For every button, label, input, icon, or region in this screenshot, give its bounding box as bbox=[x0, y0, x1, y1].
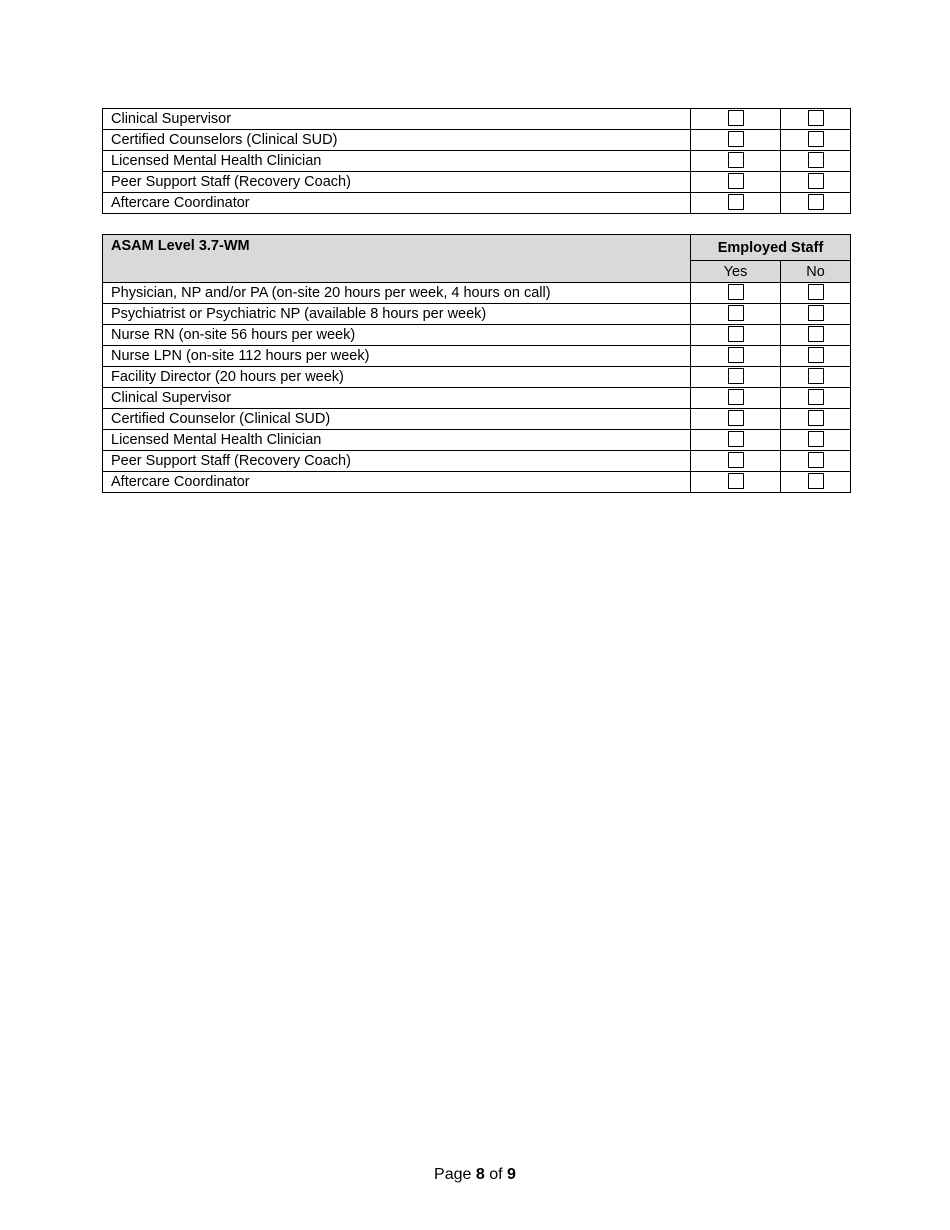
yes-checkbox[interactable] bbox=[728, 110, 744, 126]
yes-checkbox[interactable] bbox=[728, 173, 744, 189]
table-row bbox=[103, 325, 851, 346]
yes-checkbox[interactable] bbox=[728, 131, 744, 147]
section-title: ASAM Level 3.7-WM bbox=[103, 235, 691, 283]
role-label: Certified Counselors (Clinical SUD) bbox=[103, 130, 691, 151]
role-label: Psychiatrist or Psychiatric NP (available 8 hours per week) bbox=[103, 304, 691, 325]
role-label: Nurse RN (on-site 56 hours per week) bbox=[103, 325, 691, 346]
yes-checkbox[interactable] bbox=[728, 410, 744, 426]
no-checkbox[interactable] bbox=[808, 173, 824, 189]
table-row bbox=[103, 193, 851, 214]
no-checkbox[interactable] bbox=[808, 368, 824, 384]
page-word: Page bbox=[434, 1166, 472, 1183]
table-row bbox=[103, 388, 851, 409]
page-current: 8 bbox=[475, 1166, 485, 1183]
no-checkbox[interactable] bbox=[808, 452, 824, 468]
yes-checkbox[interactable] bbox=[728, 347, 744, 363]
table-row bbox=[103, 472, 851, 493]
yes-checkbox[interactable] bbox=[728, 284, 744, 300]
of-word: of bbox=[489, 1166, 503, 1183]
table-row bbox=[103, 130, 851, 151]
role-label: Physician, NP and/or PA (on-site 20 hours per week, 4 hours on call) bbox=[103, 283, 691, 304]
table-row bbox=[103, 346, 851, 367]
role-label: Facility Director (20 hours per week) bbox=[103, 367, 691, 388]
no-checkbox[interactable] bbox=[808, 389, 824, 405]
table-row bbox=[103, 430, 851, 451]
table-row bbox=[103, 109, 851, 130]
table-row bbox=[103, 283, 851, 304]
no-column-header: No bbox=[781, 261, 851, 283]
table-row bbox=[103, 451, 851, 472]
table-row bbox=[103, 151, 851, 172]
yes-checkbox[interactable] bbox=[728, 368, 744, 384]
role-label: Peer Support Staff (Recovery Coach) bbox=[103, 172, 691, 193]
yes-column-header: Yes bbox=[691, 261, 781, 283]
no-checkbox[interactable] bbox=[808, 305, 824, 321]
no-checkbox[interactable] bbox=[808, 194, 824, 210]
table-row bbox=[103, 409, 851, 430]
employed-staff-header: Employed Staff bbox=[691, 235, 851, 261]
table-row bbox=[103, 172, 851, 193]
yes-checkbox[interactable] bbox=[728, 452, 744, 468]
no-checkbox[interactable] bbox=[808, 284, 824, 300]
yes-checkbox[interactable] bbox=[728, 326, 744, 342]
page-footer bbox=[0, 1166, 950, 1184]
role-label: Certified Counselor (Clinical SUD) bbox=[103, 409, 691, 430]
no-checkbox[interactable] bbox=[808, 131, 824, 147]
yes-checkbox[interactable] bbox=[728, 194, 744, 210]
no-checkbox[interactable] bbox=[808, 410, 824, 426]
no-checkbox[interactable] bbox=[808, 110, 824, 126]
no-checkbox[interactable] bbox=[808, 473, 824, 489]
yes-checkbox[interactable] bbox=[728, 152, 744, 168]
role-label: Nurse LPN (on-site 112 hours per week) bbox=[103, 346, 691, 367]
table-row bbox=[103, 367, 851, 388]
role-label: Peer Support Staff (Recovery Coach) bbox=[103, 451, 691, 472]
yes-checkbox[interactable] bbox=[728, 473, 744, 489]
page-total: 9 bbox=[507, 1166, 516, 1183]
table-row bbox=[103, 304, 851, 325]
asam-level-table bbox=[102, 234, 851, 493]
yes-checkbox[interactable] bbox=[728, 389, 744, 405]
no-checkbox[interactable] bbox=[808, 152, 824, 168]
no-checkbox[interactable] bbox=[808, 326, 824, 342]
role-label: Licensed Mental Health Clinician bbox=[103, 430, 691, 451]
role-label: Clinical Supervisor bbox=[103, 388, 691, 409]
no-checkbox[interactable] bbox=[808, 347, 824, 363]
role-label: Aftercare Coordinator bbox=[103, 472, 691, 493]
yes-checkbox[interactable] bbox=[728, 305, 744, 321]
yes-checkbox[interactable] bbox=[728, 431, 744, 447]
role-label: Aftercare Coordinator bbox=[103, 193, 691, 214]
role-label: Licensed Mental Health Clinician bbox=[103, 151, 691, 172]
role-label: Clinical Supervisor bbox=[103, 109, 691, 130]
no-checkbox[interactable] bbox=[808, 431, 824, 447]
staff-table-continued bbox=[102, 108, 851, 214]
table-header-row bbox=[103, 235, 851, 261]
